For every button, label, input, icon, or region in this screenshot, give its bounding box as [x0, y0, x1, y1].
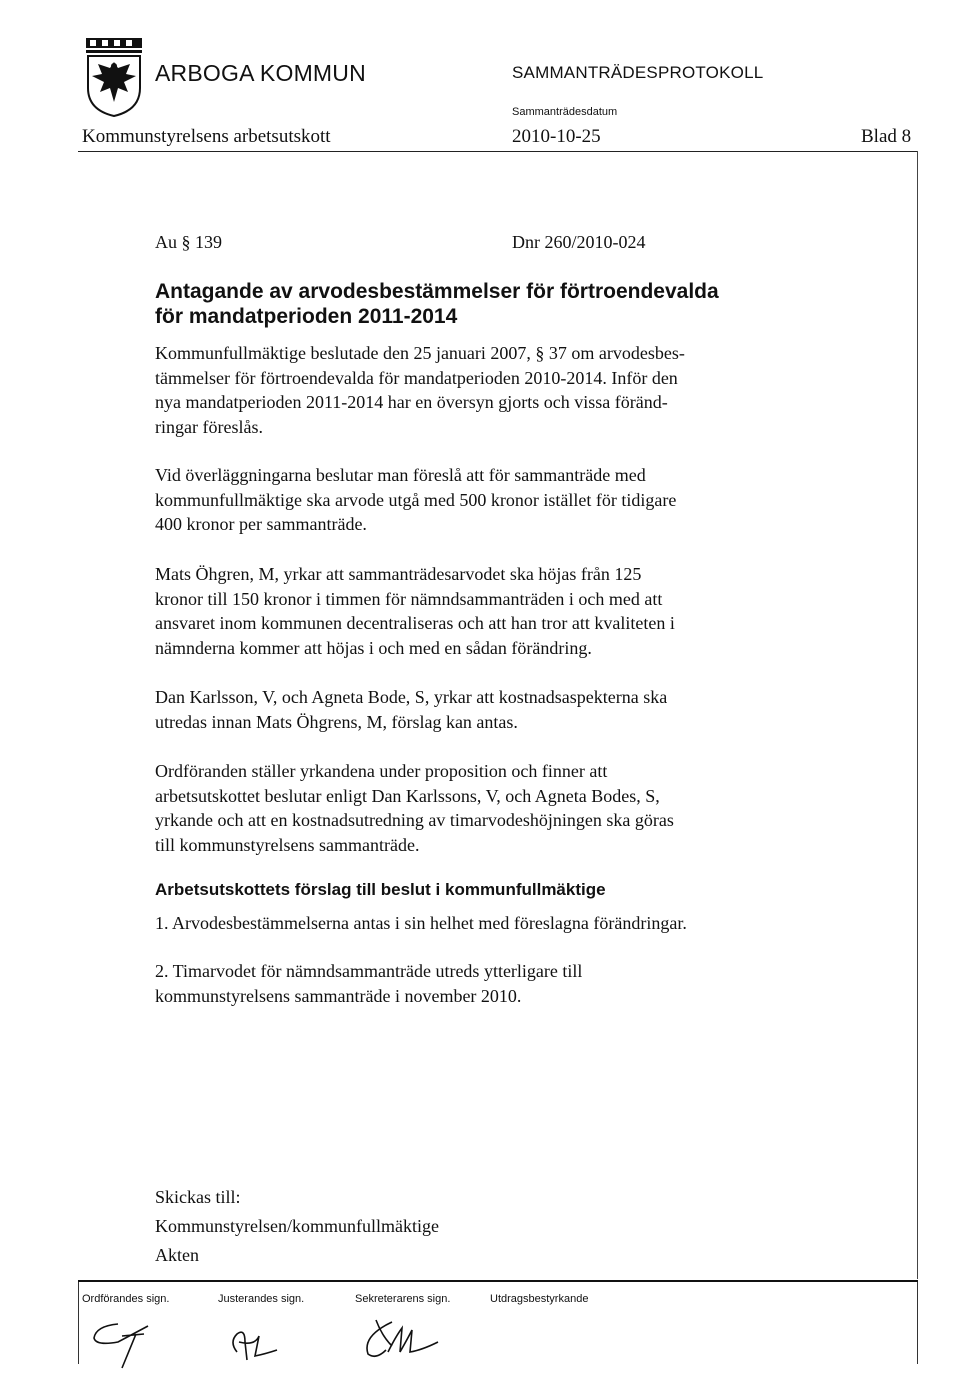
text-line: kommunstyrelsens sammanträde i november 2010.	[155, 985, 522, 1006]
text-line: Kommunfullmäktige beslutade den 25 januari 2007, § 37 om arvodesbes-	[155, 343, 685, 363]
chair-signature-image	[88, 1316, 158, 1375]
paragraph-chair-ruling	[155, 759, 815, 857]
chair-signature-label: Ordförandes sign.	[82, 1293, 170, 1305]
text-line: Dan Karlsson, V, och Agneta Bode, S, yrkar att kostnadsaspekterna ska	[155, 687, 668, 707]
text-line: nya mandatperioden 2011-2014 har en översyn gjorts och vissa föränd-	[155, 392, 668, 412]
meeting-date: 2010-10-25	[512, 126, 601, 147]
secretary-signature-label: Sekreterarens sign.	[355, 1293, 451, 1305]
document-type: SAMMANTRÄDESPROTOKOLL	[512, 63, 764, 82]
distribution-recipient: Kommunstyrelsen/kommunfullmäktige	[155, 1216, 439, 1236]
text-line: ansvaret inom kommunen decentraliseras och att han tror att kvaliteten i	[155, 613, 675, 633]
right-margin-line	[917, 151, 918, 1279]
text-line: Mats Öhgren, M, yrkar att sammanträdesarvodet ska höjas från 125	[155, 564, 642, 584]
distribution-list	[155, 1183, 439, 1270]
extract-certification-label: Utdragsbestyrkande	[490, 1293, 589, 1305]
text-line: Vid överläggningarna beslutar man föreslå att för sammanträde med	[155, 465, 646, 485]
item-title	[155, 279, 855, 329]
footer-divider	[78, 1280, 918, 1282]
text-line: yrkande och att en kostnadsutredning av timarvodeshöjningen ska göras	[155, 810, 674, 830]
paragraph-reference: Au § 139	[155, 232, 222, 252]
text-line: 2. Timarvodet för nämndsammanträde utreds ytterligare till	[155, 961, 583, 981]
municipal-coat-of-arms-logo	[84, 36, 144, 118]
header-divider	[78, 151, 918, 152]
distribution-recipient: Akten	[155, 1245, 199, 1265]
text-line: Ordföranden ställer yrkandena under proposition och finner att	[155, 761, 608, 781]
secretary-signature-image	[352, 1316, 462, 1371]
text-line: 1. Arvodesbestämmelserna antas i sin helhet med föreslagna förändringar.	[155, 913, 687, 933]
text-line: kommunfullmäktige ska arvode utgå med 500 kronor istället för tidigare	[155, 489, 677, 510]
text-line: kronor till 150 kronor i timmen för nämndsammanträden i och med att	[155, 588, 663, 609]
paragraph-ohgren-motion	[155, 562, 815, 660]
adjuster-signature-label: Justerandes sign.	[218, 1293, 305, 1305]
paragraph-karlsson-bode-motion	[155, 685, 815, 734]
adjuster-signature-image	[225, 1316, 295, 1371]
title-line: Antagande av arvodesbestämmelser för förtroendevalda	[155, 280, 719, 303]
paragraph-background	[155, 341, 815, 439]
text-line: nämnderna kommer att höjas i och med en sådan förändring.	[155, 637, 592, 658]
proposal-item-1	[155, 911, 855, 936]
organization-name: ARBOGA KOMMUN	[155, 60, 366, 86]
text-line: 400 kronor per sammanträde.	[155, 514, 367, 534]
text-line: tämmelser för förtroendevalda för mandatperioden 2010-2014. Inför den	[155, 367, 678, 388]
paragraph-deliberation	[155, 463, 815, 537]
text-line: arbetsutskottet beslutar enligt Dan Karlssons, V, och Agneta Bodes, S,	[155, 785, 660, 806]
meeting-date-label: Sammanträdesdatum	[512, 106, 618, 118]
signature-box-border	[917, 1282, 918, 1364]
case-number: Dnr 260/2010-024	[512, 232, 646, 252]
text-line: till kommunstyrelsens sammanträde.	[155, 834, 420, 855]
page-number: Blad 8	[861, 126, 912, 147]
proposal-heading: Arbetsutskottets förslag till beslut i kommunfullmäktige	[155, 880, 606, 899]
title-line: för mandatperioden 2011-2014	[155, 305, 458, 328]
text-line: ringar föreslås.	[155, 416, 263, 437]
signature-box-border	[78, 1282, 79, 1364]
text-line: utredas innan Mats Öhgrens, M, förslag kan antas.	[155, 711, 518, 732]
committee-name: Kommunstyrelsens arbetsutskott	[82, 126, 331, 147]
proposal-item-2	[155, 959, 815, 1008]
distribution-label: Skickas till:	[155, 1187, 241, 1207]
